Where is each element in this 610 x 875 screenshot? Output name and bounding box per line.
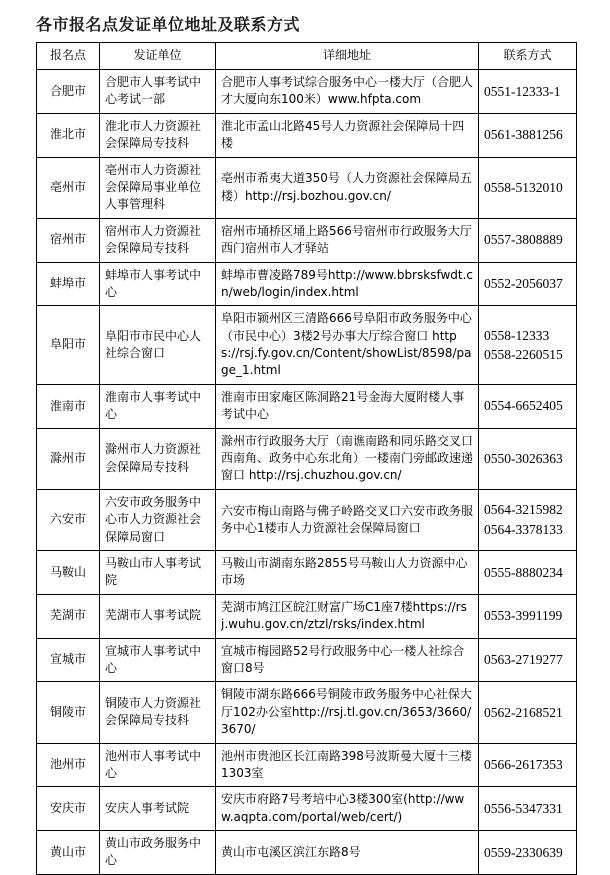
city-cell: 芜湖市 — [37, 594, 100, 638]
address-cell: 滁州市行政服务大厅（南谯南路和同乐路交叉口西南角、政务中心东北角）一楼南门旁邮政速递窗口 http://rsj.chuzhou.gov.cn/ — [216, 428, 479, 489]
address-cell: 池州市贵池区长江南路398号波斯曼大厦十三楼1303室 — [216, 743, 479, 787]
phone-cell — [479, 831, 577, 875]
phone-number: 0563-2719277 — [484, 652, 563, 668]
address-cell: 铜陵市湖东路666号铜陵市政务服务中心社保大厅102办公室http://rsj.tl.gov.cn/3653/3660/3670/ — [216, 682, 479, 743]
address-cell: 淮南市田家庵区陈洞路21号金海大厦附楼人事考试中心 — [216, 384, 479, 428]
table-row — [37, 384, 577, 428]
table-row — [37, 743, 577, 787]
table-row — [37, 262, 577, 306]
city-cell: 铜陵市 — [37, 682, 100, 743]
table-body — [37, 70, 577, 875]
table-header-row — [37, 43, 577, 70]
phone-cell — [479, 157, 577, 218]
address-cell: 淮北市孟山北路45号人力资源社会保障局十四楼 — [216, 113, 479, 157]
table-row — [37, 787, 577, 831]
phone-cell — [479, 70, 577, 114]
unit-cell: 马鞍山市人事考试院 — [100, 550, 216, 594]
phone-number: 0558-12333 — [484, 327, 550, 343]
unit-cell: 滁州市人力资源社会保障局专技科 — [100, 428, 216, 489]
table-row — [37, 70, 577, 114]
phone-number: 0564-3215982 — [484, 502, 563, 518]
unit-cell: 安庆人事考试院 — [100, 787, 216, 831]
phone-number: 0558-5132010 — [484, 179, 563, 195]
unit-cell: 淮南市人事考试中心 — [100, 384, 216, 428]
unit-cell: 黄山市政务服务中心 — [100, 831, 216, 875]
address-cell: 六安市梅山南路与佛子岭路交叉口六安市政务服务中心1楼市人力资源社会保障局窗口 — [216, 489, 479, 550]
unit-cell: 亳州市人力资源社会保障局事业单位人事管理科 — [100, 157, 216, 218]
phone-number: 0556-5347331 — [484, 800, 563, 816]
phone-cell — [479, 489, 577, 550]
phone-number: 0562-2168521 — [484, 704, 563, 720]
table-row — [37, 682, 577, 743]
unit-cell: 池州市人事考试中心 — [100, 743, 216, 787]
table-row — [37, 306, 577, 385]
unit-cell: 宿州市人力资源社会保障局专技科 — [100, 218, 216, 262]
city-cell: 宣城市 — [37, 638, 100, 682]
city-cell: 黄山市 — [37, 831, 100, 875]
table-row — [37, 428, 577, 489]
phone-number: 0552-2056037 — [484, 276, 563, 292]
contact-table — [36, 42, 577, 875]
phone-cell — [479, 262, 577, 306]
address-cell: 安庆市府路7号考培中心3楼300室(http://www.aqpta.com/portal/web/cert/) — [216, 787, 479, 831]
unit-cell: 阜阳市市民中心人社综合窗口 — [100, 306, 216, 385]
city-cell: 宿州市 — [37, 218, 100, 262]
phone-number: 0553-3991199 — [484, 608, 563, 624]
phone-number: 0566-2617353 — [484, 757, 563, 773]
city-cell: 亳州市 — [37, 157, 100, 218]
unit-cell: 六安市政务服务中心市人力资源社会保障局窗口 — [100, 489, 216, 550]
address-cell: 宿州市埇桥区埇上路566号宿州市行政服务大厅西门宿州市人才驿站 — [216, 218, 479, 262]
phone-cell — [479, 306, 577, 385]
city-cell: 安庆市 — [37, 787, 100, 831]
phone-cell — [479, 428, 577, 489]
header-address: 详细地址 — [216, 43, 479, 70]
city-cell: 马鞍山 — [37, 550, 100, 594]
city-cell: 滁州市 — [37, 428, 100, 489]
phone-number: 0558-2260515 — [484, 347, 563, 363]
phone-cell — [479, 682, 577, 743]
phone-number: 0561-3881256 — [484, 127, 563, 143]
address-cell: 芜湖市鸠江区皖江财富广场C1座7楼https://rsj.wuhu.gov.cn/ztzl/rsks/index.html — [216, 594, 479, 638]
phone-number: 0564-3378133 — [484, 521, 563, 537]
unit-cell: 铜陵市人力资源社会保障局专技科 — [100, 682, 216, 743]
page-title: 各市报名点发证单位地址及联系方式 — [36, 15, 301, 34]
phone-cell — [479, 550, 577, 594]
unit-cell: 宣城市人事考试中心 — [100, 638, 216, 682]
phone-number: 0555-8880234 — [484, 564, 563, 580]
phone-cell — [479, 743, 577, 787]
header-city: 报名点 — [37, 43, 100, 70]
table-row — [37, 157, 577, 218]
table-row — [37, 638, 577, 682]
city-cell: 六安市 — [37, 489, 100, 550]
phone-number: 0557-3808889 — [484, 232, 563, 248]
table-row — [37, 831, 577, 875]
phone-cell — [479, 384, 577, 428]
table-row — [37, 218, 577, 262]
address-cell: 马鞍山市湖南东路2855号马鞍山人力资源中心市场 — [216, 550, 479, 594]
phone-number: 0559-2330639 — [484, 844, 563, 860]
phone-number: 0554-6652405 — [484, 398, 563, 414]
phone-cell — [479, 113, 577, 157]
unit-cell: 蚌埠市人事考试中心 — [100, 262, 216, 306]
unit-cell: 合肥市人事考试中心考试一部 — [100, 70, 216, 114]
address-cell: 蚌埠市曹凌路789号http://www.bbrsksfwdt.cn/web/login/index.html — [216, 262, 479, 306]
header-contact: 联系方式 — [479, 43, 577, 70]
table-row — [37, 489, 577, 550]
table-row — [37, 594, 577, 638]
header-unit: 发证单位 — [100, 43, 216, 70]
table-row — [37, 113, 577, 157]
phone-cell — [479, 594, 577, 638]
phone-cell — [479, 787, 577, 831]
unit-cell: 淮北市人力资源社会保障局专技科 — [100, 113, 216, 157]
city-cell: 蚌埠市 — [37, 262, 100, 306]
address-cell: 合肥市人事考试综合服务中心一楼大厅（合肥人才大厦向东100米）www.hfpta.com — [216, 70, 479, 114]
address-cell: 宣城市梅园路52号行政服务中心一楼人社综合窗口8号 — [216, 638, 479, 682]
city-cell: 合肥市 — [37, 70, 100, 114]
address-cell: 阜阳市颍州区三清路666号阜阳市政务服务中心（市民中心）3楼2号办事大厅综合窗口 https://rsj.fy.gov.cn/Content/showList/8598/page_1.html — [216, 306, 479, 385]
table-row — [37, 550, 577, 594]
city-cell: 淮北市 — [37, 113, 100, 157]
unit-cell: 芜湖市人事考试院 — [100, 594, 216, 638]
city-cell: 池州市 — [37, 743, 100, 787]
phone-number: 0551-12333-1 — [484, 83, 561, 99]
address-cell: 黄山市屯溪区滨江东路8号 — [216, 831, 479, 875]
phone-number: 0550-3026363 — [484, 450, 563, 466]
city-cell: 淮南市 — [37, 384, 100, 428]
phone-cell — [479, 638, 577, 682]
phone-cell — [479, 218, 577, 262]
city-cell: 阜阳市 — [37, 306, 100, 385]
address-cell: 亳州市希夷大道350号（人力资源社会保障局五楼）http://rsj.bozhou.gov.cn/ — [216, 157, 479, 218]
